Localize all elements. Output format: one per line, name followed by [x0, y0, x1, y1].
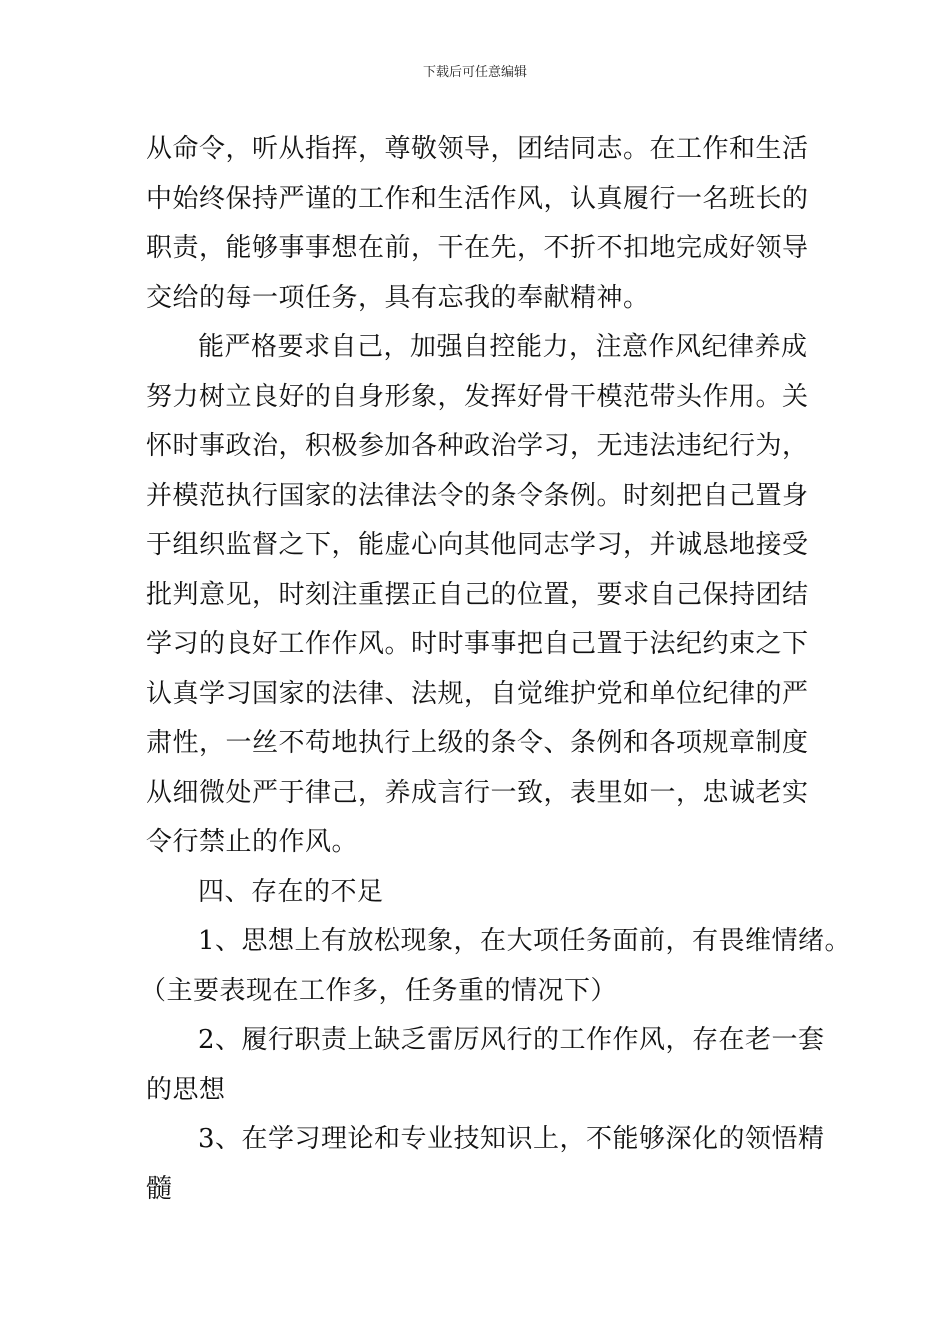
text-line: 肃性，一丝不苟地执行上级的条令、条例和各项规章制度: [146, 728, 809, 758]
text-line: 于组织监督之下，能虚心向其他同志学习，并诚恳地接受: [146, 530, 809, 560]
document-body: [140, 125, 852, 1214]
text-line: 的思想: [146, 1074, 226, 1105]
text-line: 怀时事政治，积极参加各种政治学习，无违法违纪行为，: [146, 431, 809, 461]
text-line: 努力树立良好的自身形象，发挥好骨干模范带头作用。关: [146, 381, 809, 412]
page-header: 下载后可任意编辑: [422, 65, 527, 80]
section-heading: 四、存在的不足: [198, 876, 384, 907]
text-line: 从细微处严于律己，养成言行一致，表里如一，忠诚老实: [146, 777, 809, 808]
paragraph-start-line: 能严格要求自己，加强自控能力，注意作风纪律养成: [198, 332, 808, 362]
text-line: 职责，能够事事想在前，干在先，不折不扣地完成好领导: [146, 233, 809, 263]
text-line: 令行禁止的作风。: [146, 827, 359, 857]
list-item: 1、思想上有放松现象，在大项任务面前，有畏维情绪。: [198, 926, 852, 956]
list-item: 2、履行职责上缺乏雷厉风行的工作作风，存在老一套: [198, 1025, 825, 1055]
text-line: 批判意见，时刻注重摆正自己的位置，要求自己保持团结: [146, 579, 809, 610]
text-line: 从命令，听从指挥，尊敬领导，团结同志。在工作和生活: [146, 134, 809, 164]
text-line: 中始终保持严谨的工作和生活作风，认真履行一名班长的: [146, 183, 809, 214]
list-item: 3、在学习理论和专业技知识上，不能够深化的领悟精: [198, 1124, 825, 1154]
text-line: （主要表现在工作多，任务重的情况下）: [140, 975, 618, 1006]
text-line: 学习的良好工作作风。时时事事把自己置于法纪约束之下: [146, 629, 809, 659]
text-line: 认真学习国家的法律、法规，自觉维护党和单位纪律的严: [146, 678, 809, 709]
text-line: 并模范执行国家的法律法令的条令条例。时刻把自己置身: [146, 480, 809, 511]
text-line: 交给的每一项任务，具有忘我的奉献精神。: [146, 282, 650, 313]
text-line: 髓: [146, 1173, 173, 1204]
